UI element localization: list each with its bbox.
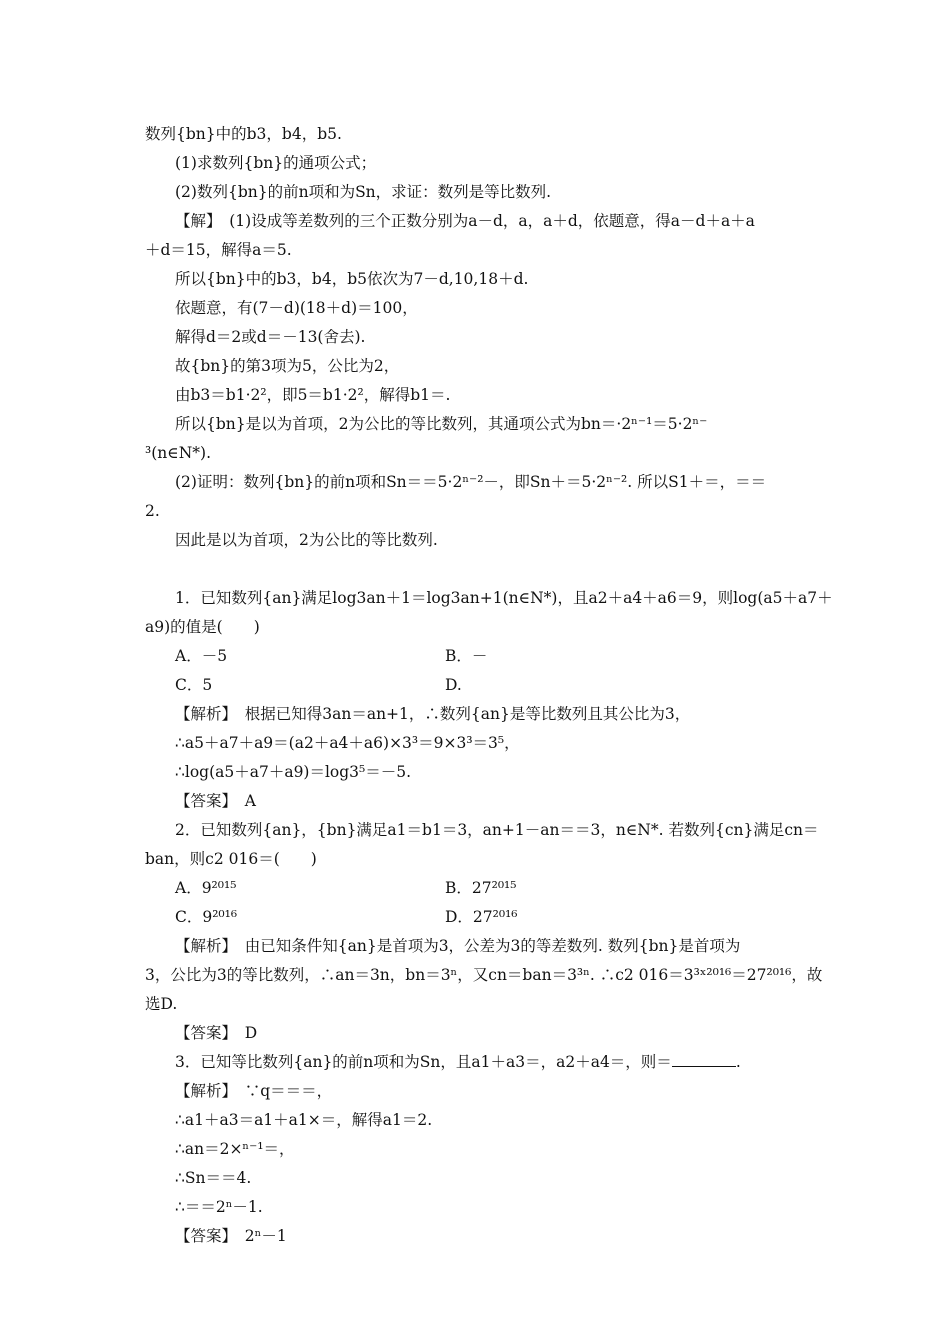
text-line: (1)求数列{bn}的通项公式；	[175, 154, 377, 172]
analysis-line: ∴a1＋a3＝a1＋a1×＝，解得a1＝2.	[175, 1111, 433, 1129]
text-line: (2)证明：数列{bn}的前n项和Sn＝＝5·2ⁿ⁻²－，即Sn＋＝5·2ⁿ⁻². 所以S1＋＝，＝＝	[175, 473, 767, 491]
option-a: A．－5	[175, 647, 228, 665]
answer-blank	[672, 1052, 736, 1067]
text-line: 由b3＝b1·2²，即5＝b1·2²，解得b1＝.	[175, 386, 451, 404]
text-line: ＋d＝15，解得a＝5.	[145, 241, 292, 259]
analysis-line: 3，公比为3的等比数列，∴an＝3n，bn＝3ⁿ，又cn＝ban＝3³ⁿ. ∴c2 016＝3³ˣ²⁰¹⁶＝27²⁰¹⁶，故	[145, 966, 823, 984]
text-line: ban，则c2 016＝( )	[145, 850, 317, 868]
answer-line: 【答案】 2ⁿ－1	[175, 1227, 287, 1245]
question-3-end: .	[735, 1053, 741, 1071]
analysis-line: ∴a5＋a7＋a9＝(a2＋a4＋a6)×3³＝9×3³＝3⁵，	[175, 734, 520, 752]
question-3	[145, 1048, 810, 1077]
option-b: B．27²⁰¹⁵	[445, 879, 517, 897]
option-d: D．27²⁰¹⁶	[445, 908, 518, 926]
options-row	[145, 874, 810, 903]
text-line: 数列{bn}中的b3，b4，b5.	[145, 125, 342, 143]
question-1: 1．已知数列{an}满足log3an＋1＝log3an+1(n∈N*)，且a2＋a4＋a6＝9，则log(a5＋a7＋	[175, 589, 833, 607]
text-line: 故{bn}的第3项为5，公比为2，	[175, 357, 400, 375]
options-row	[145, 642, 810, 671]
option-a: A．9²⁰¹⁵	[175, 879, 237, 897]
text-line: 【解】 (1)设成等差数列的三个正数分别为a－d，a，a＋d，依题意，得a－d＋a＋a	[175, 212, 755, 230]
analysis-line: 选D.	[145, 995, 178, 1013]
answer-line: 【答案】 A	[175, 792, 256, 810]
text-line: 依题意，有(7－d)(18＋d)＝100，	[175, 299, 418, 317]
answer-line: 【答案】 D	[175, 1024, 258, 1042]
text-line: a9)的值是( )	[145, 618, 260, 636]
spacer	[145, 555, 810, 584]
text-line: 所以{bn}是以为首项，2为公比的等比数列，其通项公式为bn＝·2ⁿ⁻¹＝5·2ⁿ⁻	[175, 415, 708, 433]
analysis-line: 【解析】 根据已知得3an＝an+1，∴数列{an}是等比数列且其公比为3，	[175, 705, 691, 723]
options-row	[145, 903, 810, 932]
analysis-line: ∴＝＝2ⁿ－1.	[175, 1198, 263, 1216]
text-line: ³(n∈N*).	[145, 444, 212, 462]
text-line: 解得d＝2或d＝－13(舍去).	[175, 328, 366, 346]
text-line: 因此是以为首项，2为公比的等比数列.	[175, 531, 438, 549]
text-line: 2.	[145, 502, 160, 520]
document-body	[145, 120, 833, 1251]
analysis-line: ∴log(a5＋a7＋a9)＝log3⁵＝－5.	[175, 763, 412, 781]
option-d: D.	[445, 676, 462, 694]
analysis-line: 【解析】 由已知条件知{an}是首项为3，公差为3的等差数列. 数列{bn}是首项为	[175, 937, 741, 955]
option-b: B．－	[445, 647, 488, 665]
analysis-line: ∴Sn＝＝4.	[175, 1169, 252, 1187]
analysis-line: 【解析】 ∵q＝＝＝，	[175, 1082, 333, 1100]
options-row	[145, 671, 810, 700]
option-c: C．5	[175, 676, 213, 694]
text-line: 所以{bn}中的b3，b4，b5依次为7－d,10,18＋d.	[175, 270, 529, 288]
question-3-text: 3．已知等比数列{an}的前n项和为Sn，且a1＋a3＝，a2＋a4＝，则＝	[175, 1053, 672, 1071]
question-2: 2．已知数列{an}，{bn}满足a1＝b1＝3，an+1－an＝＝3，n∈N*. 若数列{cn}满足cn＝	[175, 821, 819, 839]
analysis-line: ∴an＝2×ⁿ⁻¹＝，	[175, 1140, 295, 1158]
option-c: C．9²⁰¹⁶	[175, 908, 238, 926]
text-line: (2)数列{bn}的前n项和为Sn，求证：数列是等比数列.	[175, 183, 552, 201]
